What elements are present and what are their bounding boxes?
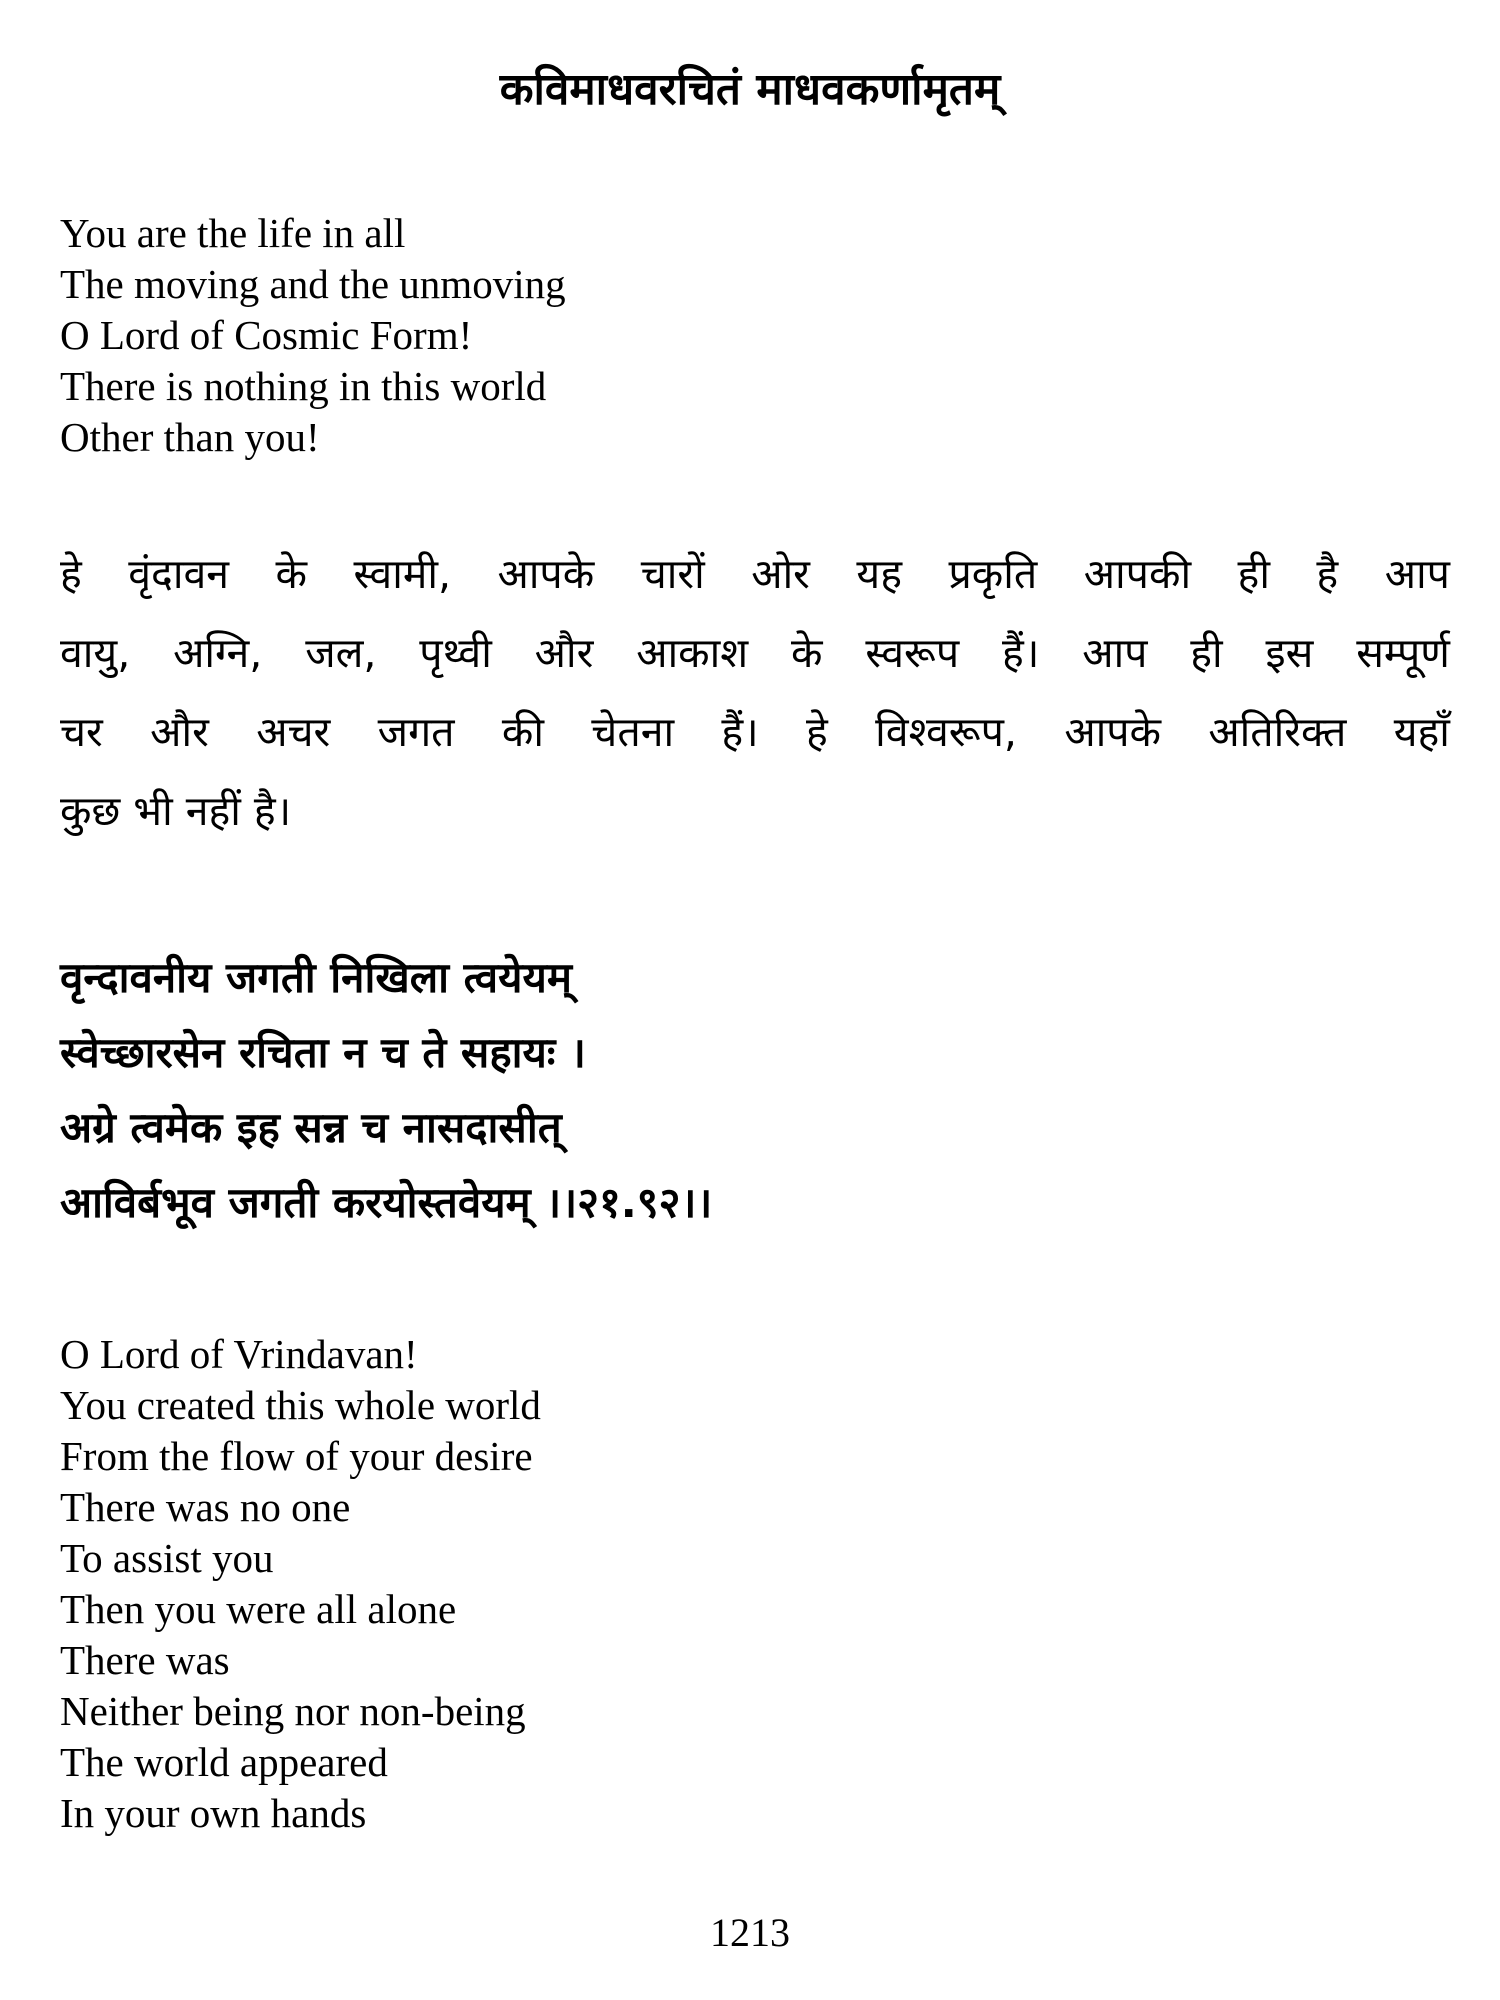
word: आपकी [1083,550,1192,598]
word: ही [1237,550,1270,598]
verse-line: O Lord of Cosmic Form! [60,312,473,358]
word: है [1316,550,1339,598]
word: और [150,708,209,756]
word: आप [1384,550,1450,598]
word: चर [60,708,103,756]
running-header-title: कविमाधवरचितं माधवकर्णामृतम् [499,64,1001,115]
word: हैं। [1002,629,1040,677]
hindi-translation-paragraph [60,535,1450,851]
sanskrit-verse-line: आविर्बभूव जगती करयोस्तवेयम् ।।२१.९२।। [60,1178,713,1227]
verse-line: The world appeared [60,1739,388,1785]
word: इस [1265,629,1314,677]
verse-line: There was [60,1637,230,1683]
word: पृथ्वी [419,629,492,677]
word: जगत [377,708,455,756]
verse-line: You created this whole world [60,1382,541,1428]
word: आप [1082,629,1148,677]
verse-line: Then you were all alone [60,1586,457,1632]
english-verse-translation-1 [60,208,566,463]
word: ही [1190,629,1223,677]
word: आपके [497,550,595,598]
sanskrit-verse-line: वृन्दावनीय जगती निखिला त्वयेयम् [60,953,572,1002]
verse-line: There was no one [60,1484,351,1530]
word: हे [60,550,82,598]
word: की [501,708,544,756]
word: वृंदावन [128,550,230,598]
word: अचर [256,708,331,756]
word: चारों [640,550,705,598]
word: विश्वरूप, [875,708,1017,756]
word: अग्नि, [173,629,263,677]
word: के [275,550,307,598]
verse-line: O Lord of Vrindavan! [60,1331,418,1377]
verse-line: Other than you! [60,414,320,460]
verse-line: You are the life in all [60,210,406,256]
verse-line: In your own hands [60,1790,367,1836]
verse-line: There is nothing in this world [60,363,547,409]
word: के [790,629,823,677]
word: अतिरिक्त [1208,708,1347,756]
verse-line: The moving and the unmoving [60,261,566,307]
word: सम्पूर्ण [1356,629,1450,677]
word: चेतना [591,708,675,756]
sanskrit-verse-line: अग्रे त्वमेक इह सन्न च नासदासीत् [60,1103,562,1152]
word: यहाँ [1393,708,1450,756]
word: यह [856,550,902,598]
word: हे [806,708,828,756]
word: वायु, [60,629,131,677]
word: हैं। [721,708,759,756]
word: ओर [751,550,810,598]
word: आकाश [636,629,749,677]
word: प्रकृति [948,550,1038,598]
paragraph-line: कुछ भी नहीं है। [60,787,292,835]
word: और [534,629,594,677]
word: स्वरूप [865,629,960,677]
word: जल, [305,629,377,677]
word: स्वामी, [353,550,452,598]
verse-line: To assist you [60,1535,274,1581]
paragraph-line [60,693,1450,772]
verse-line: Neither being nor non-being [60,1688,526,1734]
paragraph-line [60,535,1450,614]
sanskrit-verse [60,940,712,1240]
english-verse-translation-2 [60,1329,541,1839]
sanskrit-verse-line: स्वेच्छारसेन रचिता न च ते सहायः । [60,1028,586,1077]
page-number: 1213 [710,1910,790,1955]
paragraph-line [60,614,1450,693]
verse-line: From the flow of your desire [60,1433,533,1479]
word: आपके [1064,708,1161,756]
